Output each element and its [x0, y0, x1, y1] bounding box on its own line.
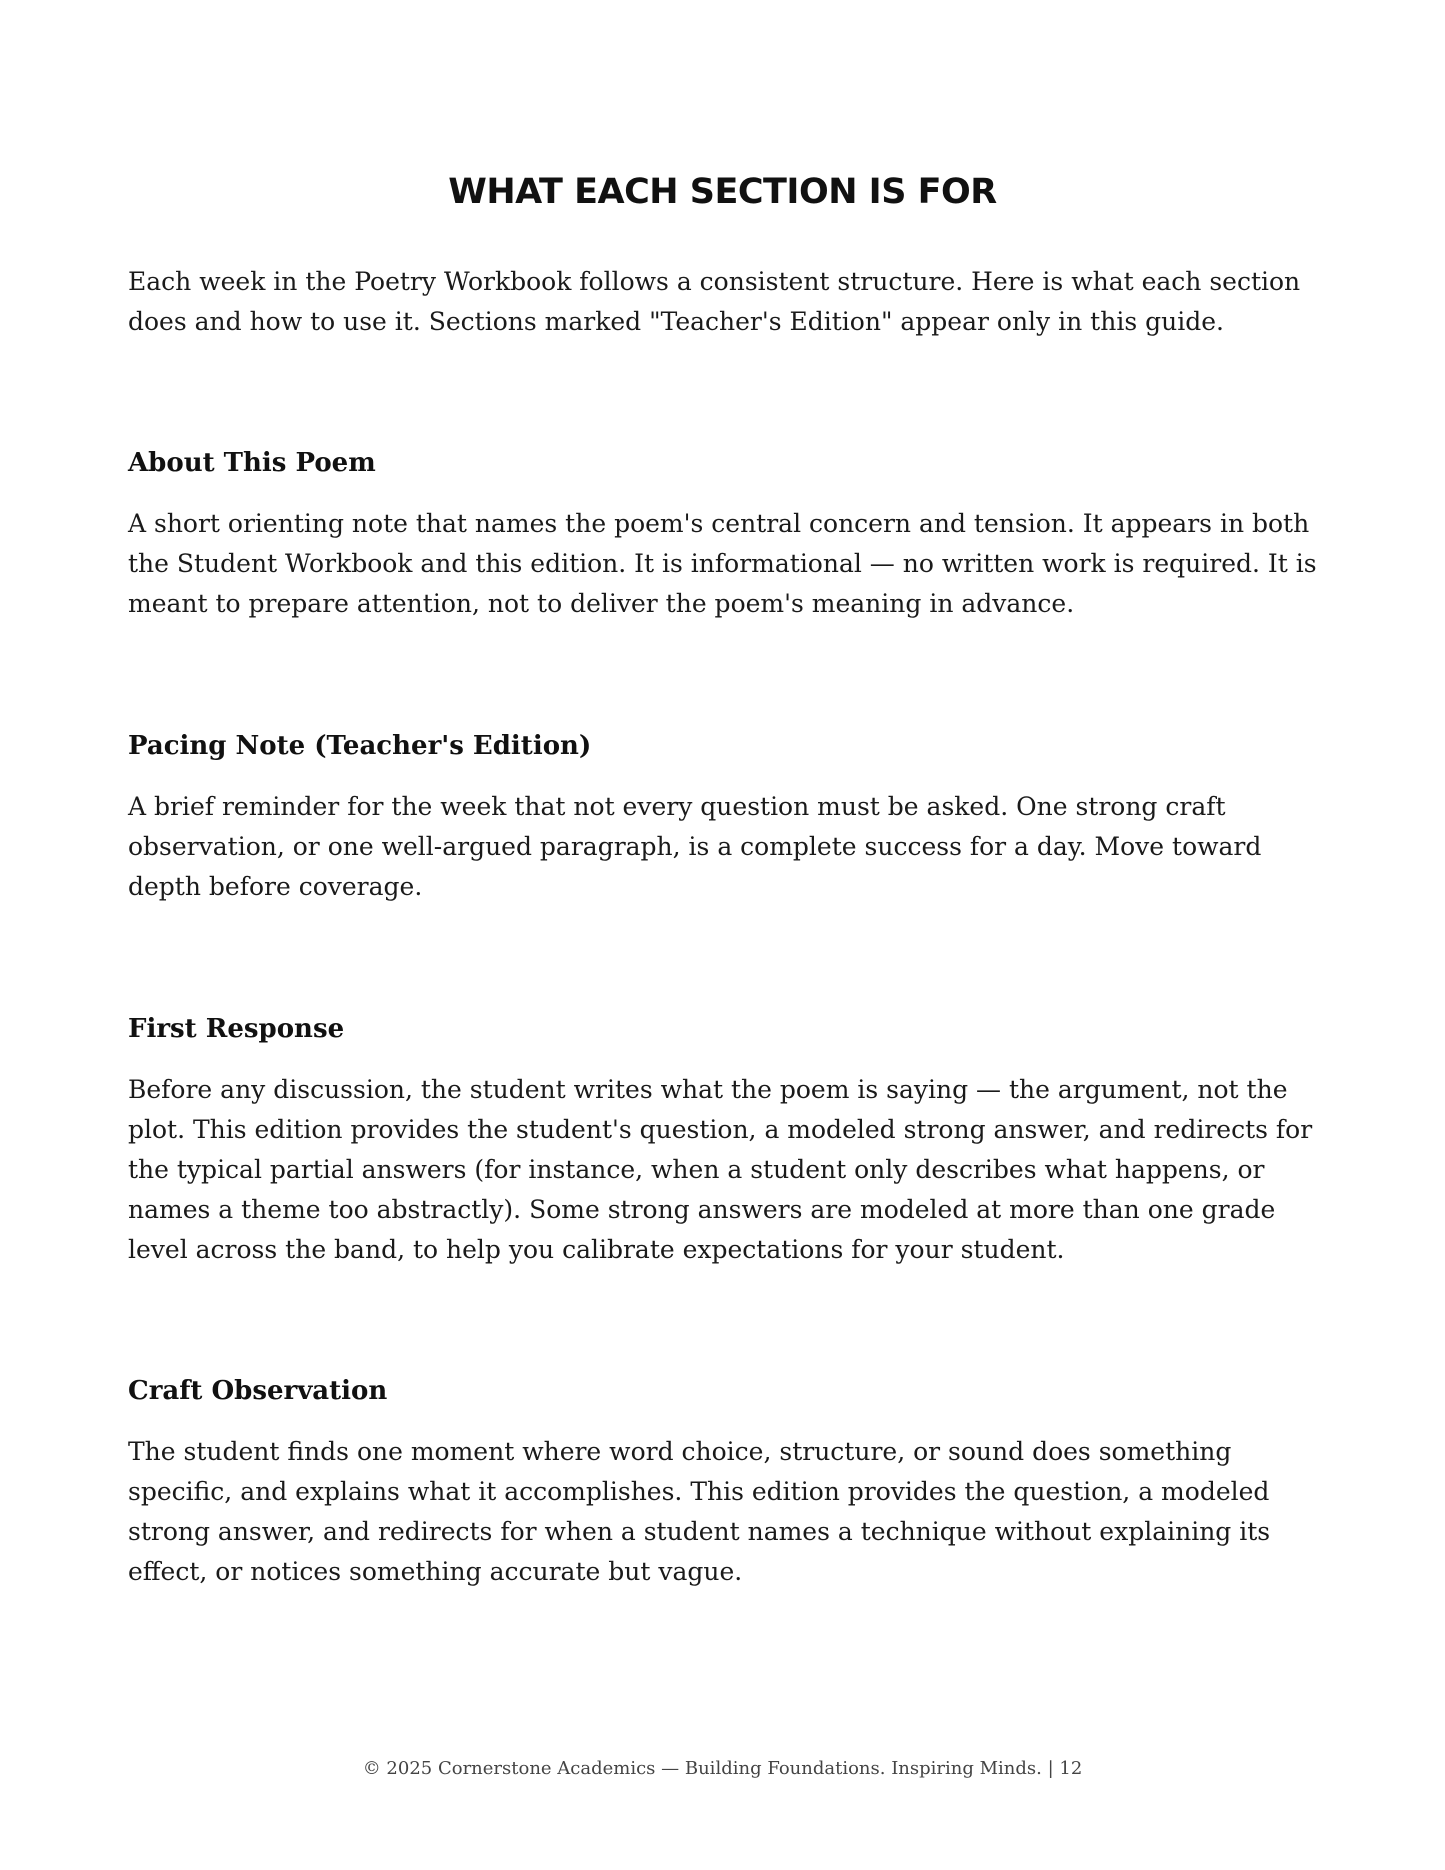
section-heading: First Response [128, 1014, 345, 1044]
page-title: WHAT EACH SECTION IS FOR [448, 172, 997, 212]
page-footer: © 2025 Cornerstone Academics — Building Foundations. Inspiring Minds. | 12 [362, 1758, 1083, 1779]
intro-paragraph: Each week in the Poetry Workbook follows a consistent structure. Here is what each section does and how to use it. Sections marked "Teacher's Edition" appear only in this guide. [128, 267, 1301, 336]
section-heading: About This Poem [128, 448, 376, 478]
section-body: Before any discussion, the student writes what the poem is saying — the argument, not the plot. This edition provides the student's question, a modeled strong answer, and redirects for the typical partial answers (for instance, when a student only describes what happens, or names a theme too abstractly). Some strong answers are modeled at more than one grade level across the band, to help you calibrate expectations for your student. [128, 1075, 1313, 1264]
section-about-this-poem [128, 446, 1333, 624]
section-body: A brief reminder for the week that not every question must be asked. One strong craft observation, or one well-argued paragraph, is a complete success for a day. Move toward depth before coverage. [128, 792, 1262, 901]
section-body: The student finds one moment where word choice, structure, or sound does something specific, and explains what it accomplishes. This edition provides the question, a modeled strong answer, and redirects for when a student names a technique without explaining its effect, or notices something accurate but vague. [128, 1437, 1271, 1586]
section-heading: Craft Observation [128, 1376, 388, 1406]
section-craft-observation [128, 1374, 1333, 1592]
section-first-response [128, 1012, 1333, 1270]
section-heading: Pacing Note (Teacher's Edition) [128, 731, 592, 761]
section-pacing-note [128, 729, 1333, 907]
section-body: A short orienting note that names the poem's central concern and tension. It appears in both the Student Workbook and this edition. It is informational — no written work is required. It is meant to prepare attention, not to deliver the poem's meaning in advance. [128, 509, 1317, 618]
page-content [128, 262, 1333, 1592]
